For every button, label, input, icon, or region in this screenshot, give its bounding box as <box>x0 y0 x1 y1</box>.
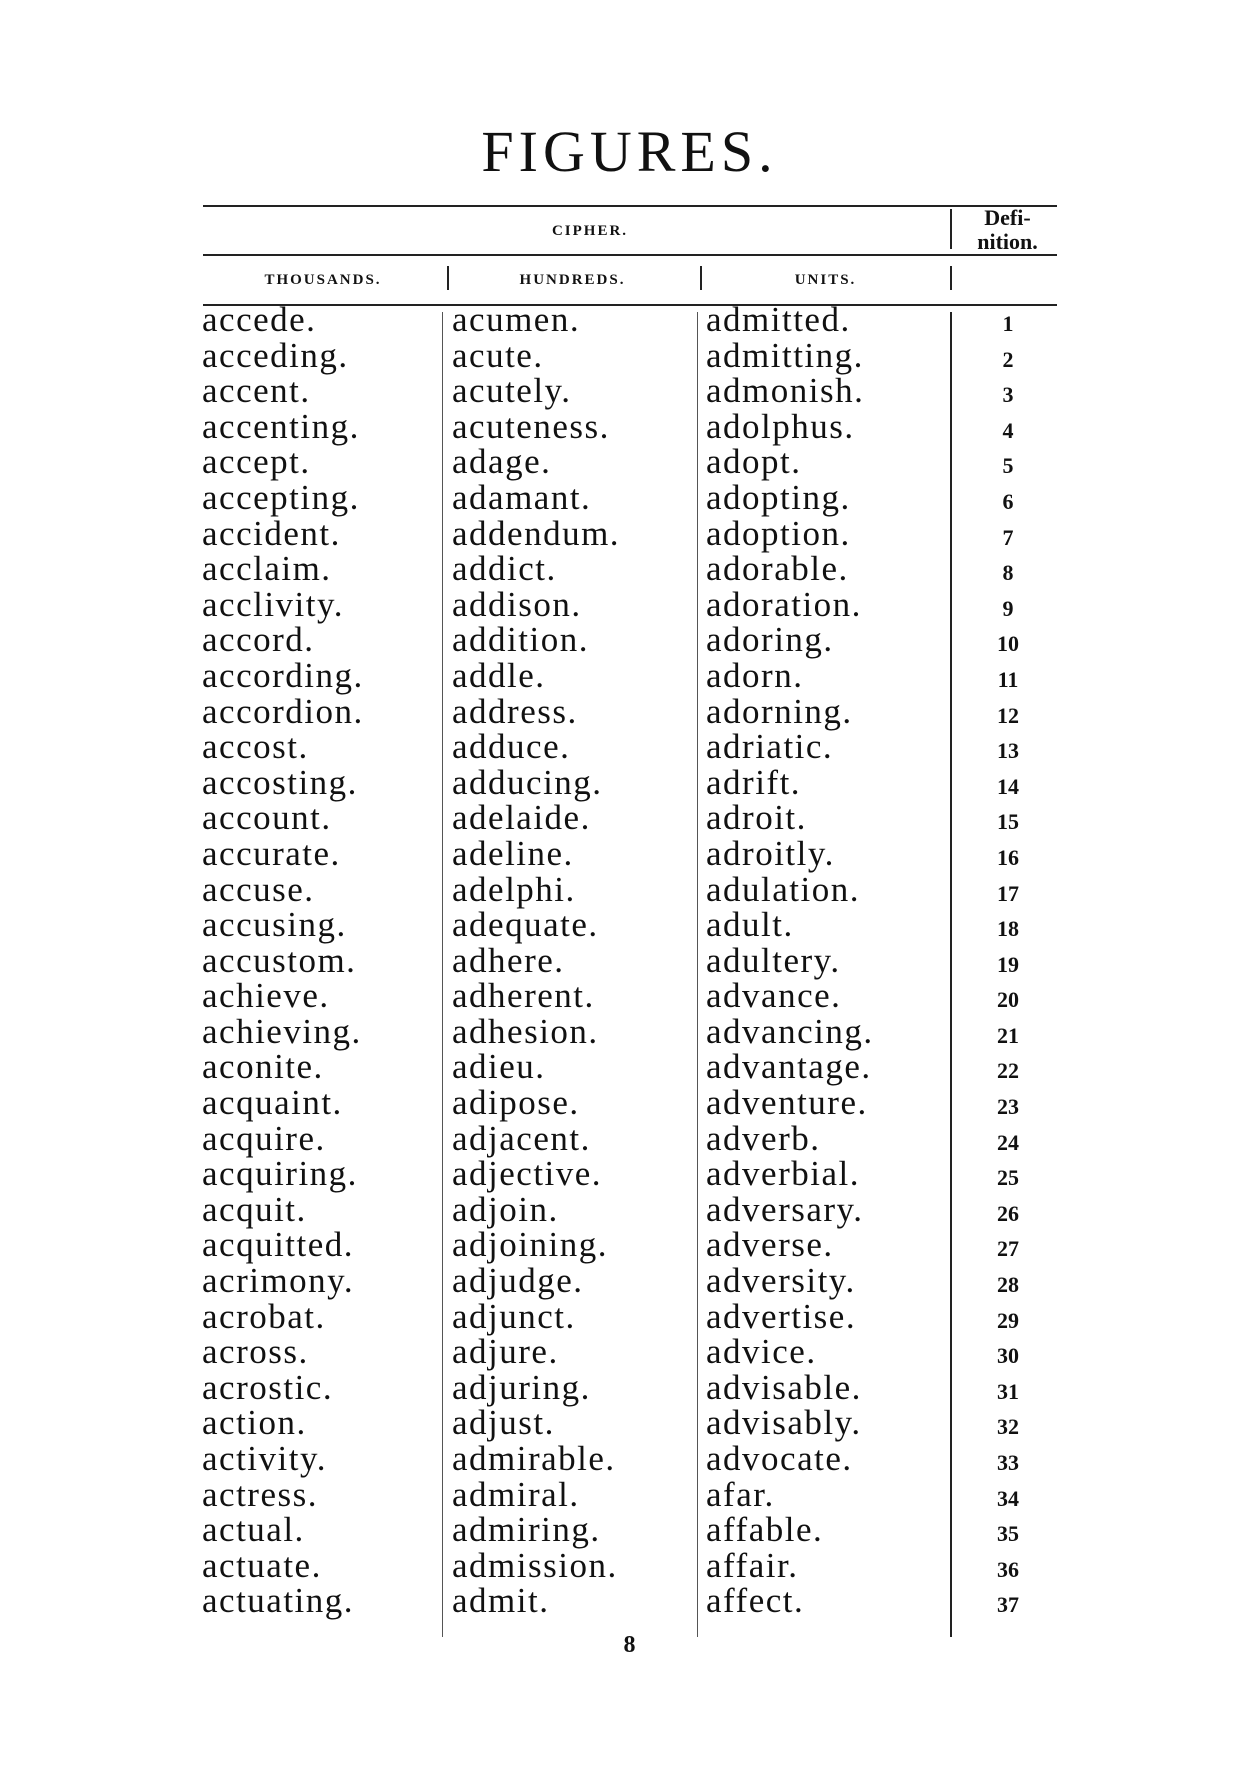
thousands-word: acquitted. <box>202 1225 355 1265</box>
units-word: adversary. <box>706 1189 864 1229</box>
hundreds-word: adjust. <box>452 1403 555 1443</box>
hundreds-word: admiral. <box>452 1474 580 1514</box>
definition-header <box>955 206 1060 254</box>
hundreds-word: adieu. <box>452 1047 546 1087</box>
definition-number: 29 <box>997 1307 1019 1333</box>
hundreds-word: adhere. <box>452 940 565 980</box>
hundreds-word: adherent. <box>452 976 595 1016</box>
definition-number: 18 <box>997 916 1019 942</box>
units-word: adoption. <box>706 513 851 553</box>
units-word: affair. <box>706 1545 799 1585</box>
definition-number: 34 <box>997 1485 1019 1511</box>
hundreds-word: adeline. <box>452 833 574 873</box>
thousands-word: accusing. <box>202 905 347 945</box>
units-column <box>706 302 949 1619</box>
column-divider-hundreds <box>442 312 443 1637</box>
hundreds-column <box>452 302 695 1619</box>
thousands-word: actuating. <box>202 1581 355 1621</box>
units-word: advocate. <box>706 1439 853 1478</box>
hundreds-word: adjoin. <box>452 1189 559 1229</box>
definition-number: 3 <box>1002 382 1014 408</box>
units-word: adoration. <box>706 584 862 624</box>
units-word: adulation. <box>706 869 860 909</box>
hundreds-word: admiring. <box>452 1510 601 1550</box>
thousands-word: actuate. <box>202 1545 322 1585</box>
thousands-word: accord. <box>202 620 315 660</box>
hundreds-header: HUNDREDS. <box>519 272 626 288</box>
units-word: advisably. <box>706 1403 862 1443</box>
cipher-header: CIPHER. <box>551 223 629 239</box>
thousands-word: accede. <box>202 300 317 339</box>
units-word: advertise. <box>706 1296 857 1336</box>
units-word: affable. <box>706 1510 824 1550</box>
hundreds-word: adelaide. <box>452 798 591 838</box>
units-word: adolphus. <box>706 406 855 446</box>
definition-number: 27 <box>997 1236 1019 1262</box>
page-title: FIGURES. <box>481 119 778 184</box>
thousands-word: accosting. <box>202 762 358 802</box>
units-word: afar. <box>706 1474 775 1514</box>
thousands-word: according. <box>202 655 364 695</box>
thousands-word: accident. <box>202 513 341 553</box>
column-divider-units <box>697 312 698 1637</box>
thousands-word: acrostic. <box>202 1367 334 1407</box>
definition-number: 19 <box>997 951 1019 977</box>
thousands-word: accept. <box>202 442 311 482</box>
hundreds-word: adducing. <box>452 762 603 802</box>
hundreds-word: acute. <box>452 335 544 375</box>
hundreds-word: adipose. <box>452 1083 580 1123</box>
units-word: adrift. <box>706 762 802 802</box>
units-word: adult. <box>706 905 794 945</box>
definition-number: 16 <box>997 844 1019 870</box>
definition-number: 21 <box>997 1022 1019 1048</box>
table-top-rule <box>203 205 1057 207</box>
definition-number: 24 <box>997 1129 1019 1155</box>
definition-number: 13 <box>997 738 1019 764</box>
hundreds-word: adelphi. <box>452 869 576 909</box>
thousands-word: actual. <box>202 1510 305 1550</box>
units-word: advice. <box>706 1332 817 1372</box>
hundreds-word: addle. <box>452 655 546 695</box>
definition-number: 26 <box>997 1200 1019 1226</box>
units-word: advantage. <box>706 1047 872 1087</box>
hundreds-word: addison. <box>452 584 582 624</box>
thousands-word: activity. <box>202 1439 327 1478</box>
thousands-word: aconite. <box>202 1047 324 1087</box>
hundreds-word: addition. <box>452 620 589 660</box>
thousands-word: achieving. <box>202 1011 362 1051</box>
definition-number: 37 <box>997 1592 1019 1618</box>
definition-number: 11 <box>997 666 1019 692</box>
hundreds-word: adjudge. <box>452 1261 584 1301</box>
units-word: admitted. <box>706 300 851 339</box>
thousands-word: acquire. <box>202 1118 326 1158</box>
definition-number: 17 <box>997 880 1019 906</box>
definition-number: 5 <box>1002 453 1014 479</box>
thousands-column <box>202 302 440 1619</box>
column-divider-definition <box>950 312 952 1637</box>
units-word: advancing. <box>706 1011 874 1051</box>
definition-number: 35 <box>997 1521 1019 1547</box>
hundreds-word: admirable. <box>452 1439 616 1478</box>
definition-number: 9 <box>1002 595 1014 621</box>
definition-number: 1 <box>1002 311 1014 336</box>
header-mid-rule <box>203 254 1057 256</box>
hundreds-word: acutely. <box>452 371 572 411</box>
thousands-word: acquiring. <box>202 1154 358 1194</box>
definition-number: 2 <box>1002 346 1014 372</box>
definition-number: 25 <box>997 1165 1019 1191</box>
units-word: adorable. <box>706 549 849 589</box>
thousands-word: across. <box>202 1332 309 1372</box>
thousands-word: accost. <box>202 727 309 767</box>
thousands-word: actress. <box>202 1474 318 1514</box>
units-word: adversity. <box>706 1261 856 1301</box>
definition-number: 33 <box>997 1450 1019 1475</box>
units-word: advisable. <box>706 1367 862 1407</box>
units-header: UNITS. <box>794 272 857 288</box>
thousands-word: action. <box>202 1403 307 1443</box>
thousands-word: acrimony. <box>202 1261 355 1301</box>
units-word: adultery. <box>706 940 841 980</box>
hundreds-word: adjective. <box>452 1154 603 1194</box>
units-word: adroitly. <box>706 833 835 873</box>
units-word: adopt. <box>706 442 802 482</box>
definition-header-line2: nition. <box>977 229 1038 254</box>
definition-number: 22 <box>997 1058 1019 1084</box>
header-divider-3 <box>950 266 952 290</box>
units-word: adriatic. <box>706 727 834 767</box>
hundreds-word: adhesion. <box>452 1011 599 1051</box>
definition-number: 36 <box>997 1556 1019 1582</box>
thousands-word: accurate. <box>202 833 341 873</box>
units-word: adopting. <box>706 477 851 517</box>
thousands-word: accustom. <box>202 940 357 980</box>
hundreds-word: adjoining. <box>452 1225 608 1265</box>
hundreds-word: admission. <box>452 1545 618 1585</box>
units-word: adverb. <box>706 1118 821 1158</box>
definition-header-divider <box>950 209 952 249</box>
definition-number: 28 <box>997 1272 1019 1298</box>
definition-number: 32 <box>997 1414 1019 1440</box>
thousands-word: acquit. <box>202 1189 307 1229</box>
definition-number: 31 <box>997 1378 1019 1404</box>
definition-number: 14 <box>997 773 1019 799</box>
hundreds-word: adamant. <box>452 477 592 517</box>
hundreds-word: adequate. <box>452 905 599 945</box>
thousands-word: account. <box>202 798 332 838</box>
thousands-word: acrobat. <box>202 1296 326 1336</box>
header-divider-1 <box>447 266 449 290</box>
units-word: adroit. <box>706 798 807 838</box>
hundreds-word: adjunct. <box>452 1296 576 1336</box>
thousands-header: THOUSANDS. <box>264 272 382 288</box>
hundreds-word: addendum. <box>452 513 621 553</box>
definition-number: 8 <box>1002 560 1014 586</box>
units-word: adverse. <box>706 1225 834 1265</box>
thousands-word: acquaint. <box>202 1083 343 1123</box>
thousands-word: acclivity. <box>202 584 344 624</box>
hundreds-word: adjuring. <box>452 1367 591 1407</box>
units-word: adverbial. <box>706 1154 860 1194</box>
hundreds-word: adjure. <box>452 1332 559 1372</box>
definition-header-line1: Defi- <box>984 205 1031 230</box>
definition-number: 12 <box>997 702 1019 728</box>
units-word: admitting. <box>706 335 864 375</box>
definition-number: 6 <box>1002 488 1014 514</box>
hundreds-word: admit. <box>452 1581 550 1621</box>
definition-number: 4 <box>1002 417 1014 443</box>
thousands-word: accepting. <box>202 477 360 517</box>
definition-number: 10 <box>997 631 1019 657</box>
hundreds-word: adjacent. <box>452 1118 591 1158</box>
thousands-word: achieve. <box>202 976 330 1016</box>
units-word: adventure. <box>706 1083 868 1123</box>
thousands-word: acceding. <box>202 335 349 375</box>
definition-number: 7 <box>1002 524 1014 550</box>
hundreds-word: addict. <box>452 549 557 589</box>
thousands-word: accuse. <box>202 869 315 909</box>
definition-number: 15 <box>997 809 1019 835</box>
units-word: advance. <box>706 976 842 1016</box>
page-number: 8 <box>623 1632 636 1658</box>
units-word: adoring. <box>706 620 834 660</box>
units-word: adorning. <box>706 691 853 731</box>
thousands-word: acclaim. <box>202 549 332 589</box>
thousands-word: accenting. <box>202 406 360 446</box>
thousands-word: accent. <box>202 371 311 411</box>
units-word: adorn. <box>706 655 804 695</box>
header-divider-2 <box>700 266 702 290</box>
definition-number: 20 <box>997 987 1019 1013</box>
definition-number: 30 <box>997 1343 1019 1369</box>
thousands-word: accordion. <box>202 691 364 731</box>
units-word: affect. <box>706 1581 805 1621</box>
hundreds-word: acumen. <box>452 300 581 339</box>
hundreds-word: address. <box>452 691 578 731</box>
hundreds-word: adduce. <box>452 727 571 767</box>
hundreds-word: acuteness. <box>452 406 610 446</box>
units-word: admonish. <box>706 371 865 411</box>
hundreds-word: adage. <box>452 442 552 482</box>
definition-column <box>978 302 1038 1619</box>
definition-number: 23 <box>997 1094 1019 1120</box>
